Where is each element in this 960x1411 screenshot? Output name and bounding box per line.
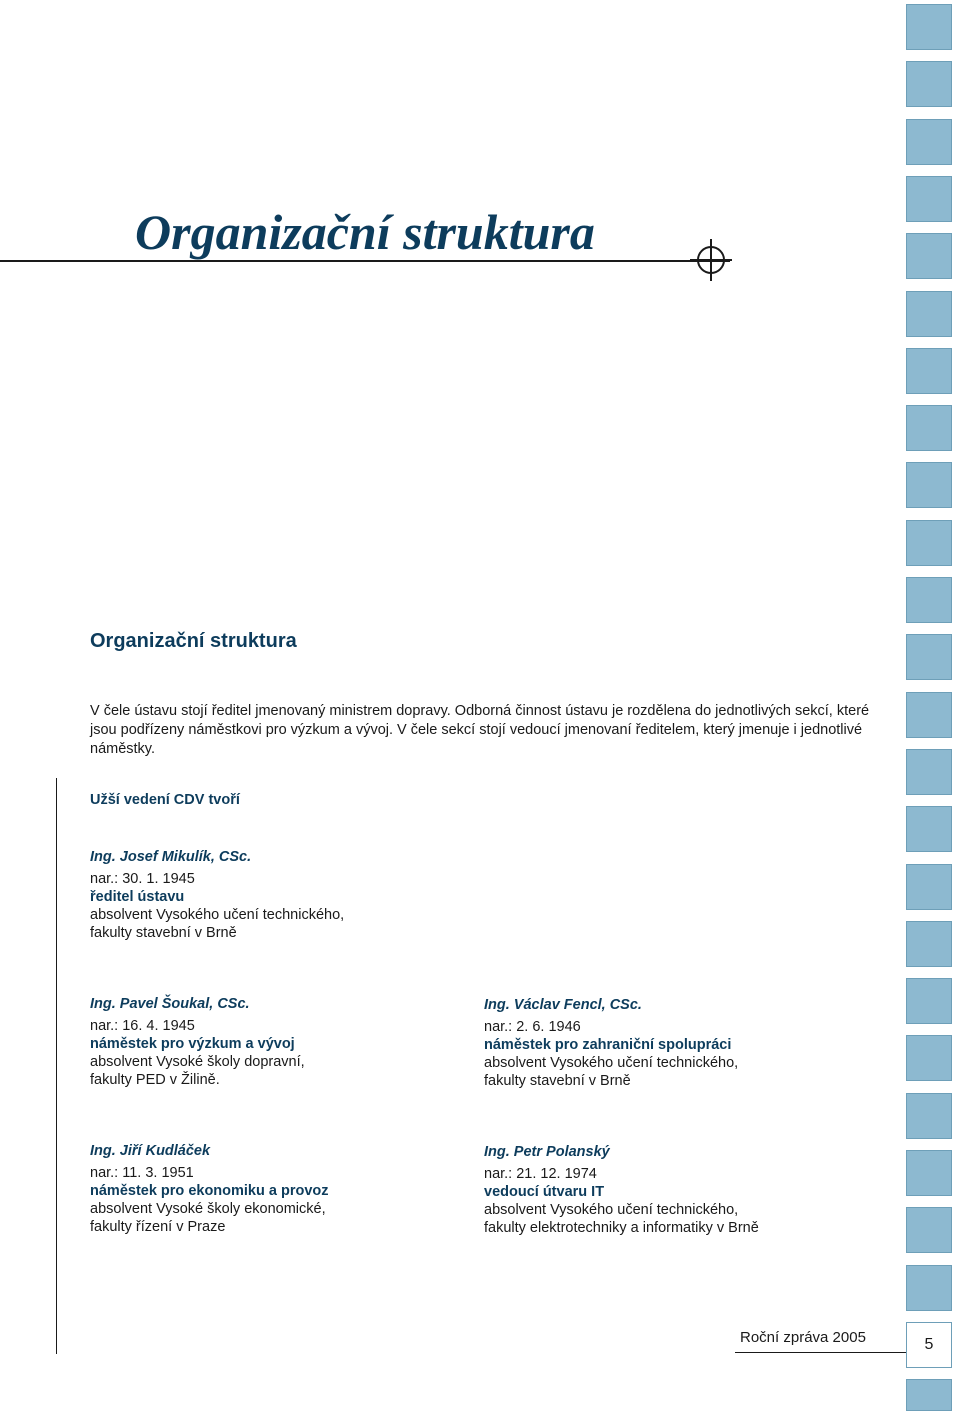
intro-paragraph: V čele ústavu stojí ředitel jmenovaný ministrem dopravy. Odborná činnost ústavu je rozdělena do jednotlivých sekcí, které jsou podřízeny náměstkovi pro výzkum a vývoj. V čele sekcí stojí vedoucí jmenovaní ředitelem, který jmenuje i jednotlivé náměstky.	[90, 703, 870, 757]
decorative-tile	[906, 1150, 952, 1196]
person-birth-date: nar.: 11. 3. 1951	[90, 1165, 194, 1181]
person-role: náměstek pro ekonomiku a provoz	[90, 1183, 329, 1199]
person-role: náměstek pro zahraniční spolupráci	[484, 1037, 732, 1053]
decorative-tile	[906, 520, 952, 566]
decorative-tile	[906, 1265, 952, 1311]
person-birth-date: nar.: 30. 1. 1945	[90, 871, 195, 887]
decorative-tile	[906, 577, 952, 623]
decorative-tile	[906, 405, 952, 451]
person-role: ředitel ústavu	[90, 889, 185, 905]
decorative-tile	[906, 1093, 952, 1139]
person-education-faculty: fakulty elektrotechniky a informatiky v Brně	[484, 1220, 759, 1236]
person-name: Ing. Jiří Kudláček	[90, 1143, 211, 1159]
person-birth-date: nar.: 2. 6. 1946	[484, 1019, 581, 1035]
person-education: absolvent Vysoké školy ekonomické,	[90, 1201, 326, 1217]
page-number-box	[906, 1322, 952, 1368]
person-birth-date: nar.: 16. 4. 1945	[90, 1018, 195, 1034]
header-rule	[0, 260, 730, 262]
person-role: vedoucí útvaru IT	[484, 1184, 605, 1200]
decorative-tile	[906, 462, 952, 508]
decorative-tile	[906, 978, 952, 1024]
person-role: náměstek pro výzkum a vývoj	[90, 1036, 295, 1052]
footer-publication: Roční zpráva 2005	[740, 1329, 866, 1346]
decorative-tile	[906, 176, 952, 222]
person-education: absolvent Vysokého učení technického,	[90, 907, 345, 923]
decorative-tile	[906, 119, 952, 165]
decorative-tile	[906, 1379, 952, 1411]
decorative-tile	[906, 61, 952, 107]
decorative-tile	[906, 921, 952, 967]
decorative-tile	[906, 634, 952, 680]
person-name: Ing. Václav Fencl, CSc.	[484, 997, 642, 1013]
decorative-tile	[906, 233, 952, 279]
decorative-tile	[906, 806, 952, 852]
person-deputy-research	[90, 995, 490, 1089]
person-education-faculty: fakulty stavební v Brně	[484, 1073, 631, 1089]
person-name: Ing. Pavel Šoukal, CSc.	[90, 996, 250, 1012]
decorative-tile	[906, 692, 952, 738]
page-number: 5	[924, 1336, 934, 1353]
person-education-faculty: fakulty řízení v Praze	[90, 1219, 226, 1235]
person-education: absolvent Vysokého učení technického,	[484, 1055, 739, 1071]
person-name: Ing. Petr Polanský	[484, 1144, 610, 1160]
decorative-tile	[906, 749, 952, 795]
person-education-faculty: fakulty PED v Žilině.	[90, 1072, 220, 1088]
decorative-tile-strip	[906, 0, 960, 1411]
decorative-tile	[906, 291, 952, 337]
decorative-tile	[906, 1035, 952, 1081]
page-title: Organizační struktura	[135, 204, 595, 260]
person-education: absolvent Vysoké školy dopravní,	[90, 1054, 305, 1070]
decorative-tile	[906, 348, 952, 394]
person-education-faculty: fakulty stavební v Brně	[90, 925, 237, 941]
decorative-tile	[906, 1207, 952, 1253]
decorative-tile	[906, 864, 952, 910]
person-head-it	[484, 1143, 884, 1237]
decorative-tile	[906, 4, 952, 50]
crosshair-icon	[690, 239, 732, 281]
footer-rule	[735, 1352, 906, 1353]
person-deputy-international	[484, 996, 884, 1090]
person-birth-date: nar.: 21. 12. 1974	[484, 1166, 597, 1182]
person-name: Ing. Josef Mikulík, CSc.	[90, 849, 252, 865]
person-director	[90, 848, 490, 942]
person-deputy-economics	[90, 1142, 490, 1236]
section-title: Organizační struktura	[90, 630, 297, 652]
leadership-subheading: Užší vedení CDV tvoří	[90, 792, 240, 808]
left-margin-rule	[56, 778, 57, 1354]
person-education: absolvent Vysokého učení technického,	[484, 1202, 739, 1218]
